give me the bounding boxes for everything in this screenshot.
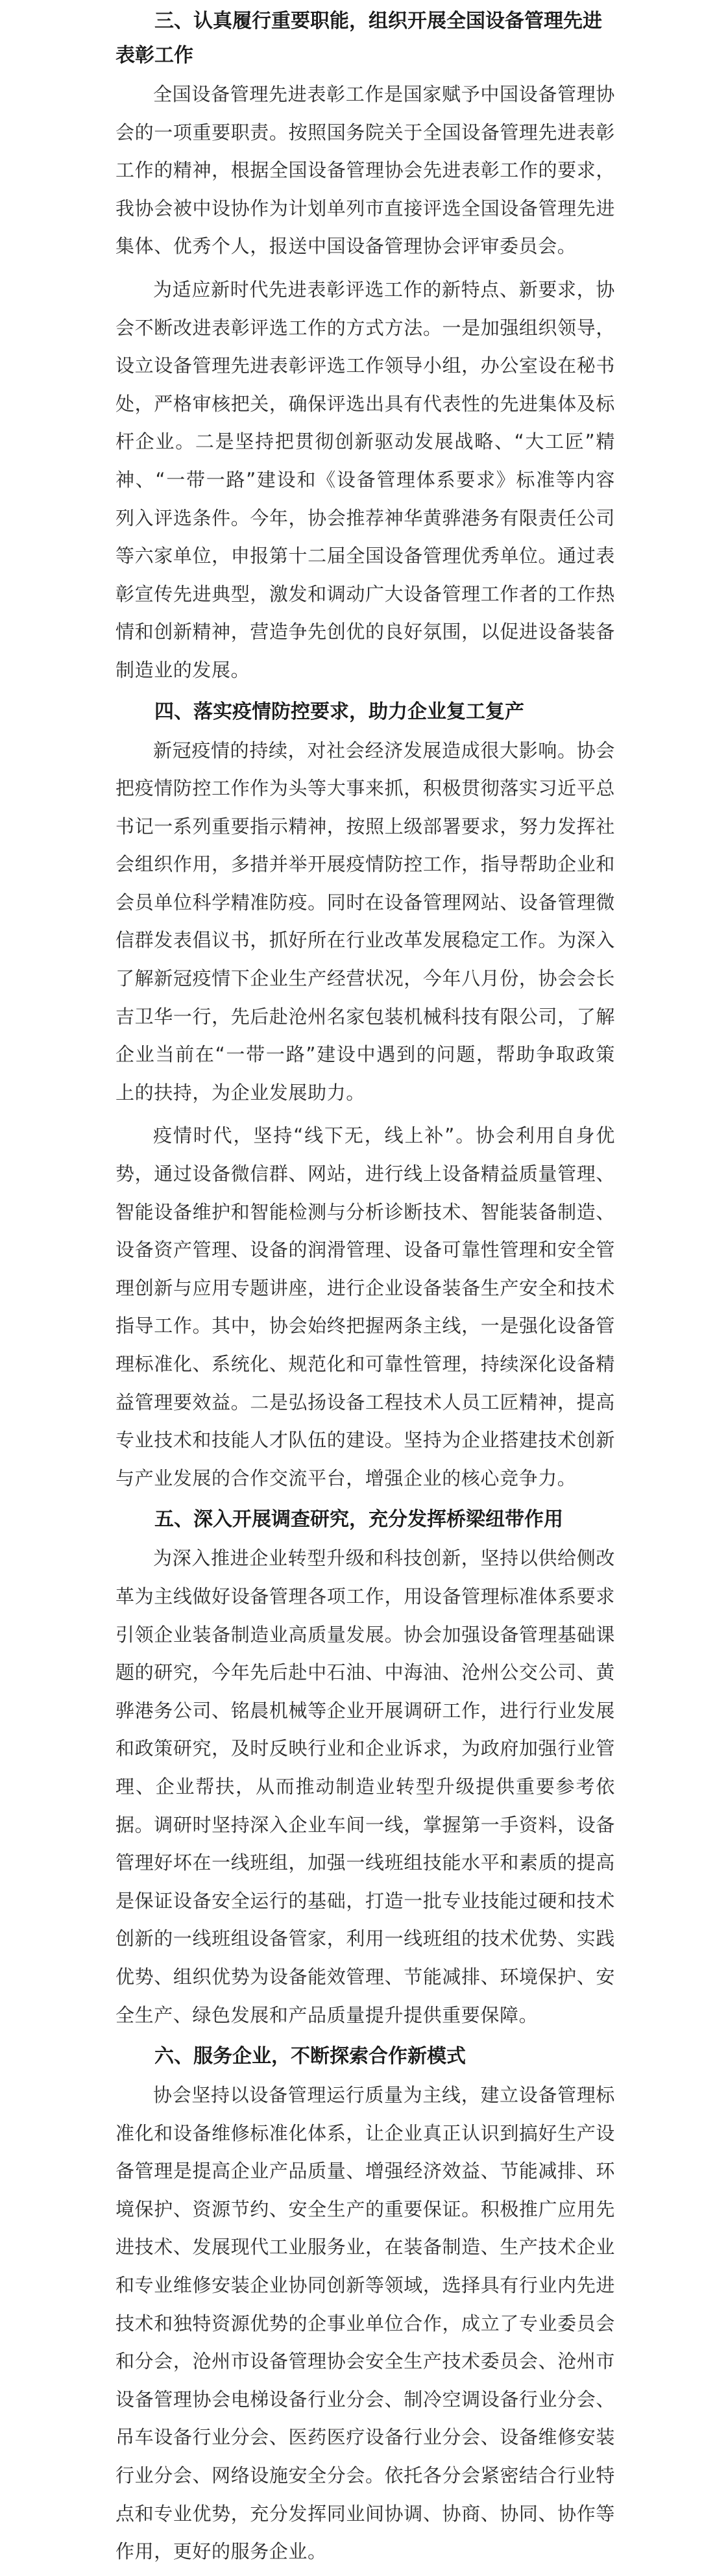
section-heading: 五、深入开展调查研究，充分发挥桥梁纽带作用 (154, 1508, 563, 1531)
section-heading: 四、落实疫情防控要求，助力企业复工复产 (154, 700, 524, 723)
section-paragraph: 疫情时代，坚持“线下无，线上补”。协会利用自身优势，通过设备微信群、网站，进行线上设备精益质量管理、智能设备维护和智能检测与分析诊断技术、智能装备制造、设备资产管理、设备的润滑管理、设备可靠性管理和安全管理创新与应用专题讲座，进行企业设备装备生产安全和技术指导工作。其中，协会始终把握两条主线，一是强化设备管理标准化、系统化、规范化和可靠性管理，持续深化设备精益管理要效益。二是弘扬设备工程技术人员工匠精神，提高专业技术和技能人才队伍的建设。坚持为企业搭建技术创新与产业发展的合作交流平台，增强企业的核心竞争力。 (115, 1124, 615, 1489)
section-heading: 六、服务企业，不断探索合作新模式 (154, 2045, 466, 2068)
section-paragraph: 为深入推进企业转型升级和科技创新，坚持以供给侧改革为主线做好设备管理各项工作，用设备管理标准体系要求引领企业装备制造业高质量发展。协会加强设备管理基础课题的研究，今年先后赴中石油、中海油、沧州公交公司、黄骅港务公司、铭晨机械等企业开展调研工作，进行行业发展和政策研究，及时反映行业和企业诉求，为政府加强行业管理、企业帮扶，从而推动制造业转型升级提供重要参考依据。调研时坚持深入企业车间一线，掌握第一手资料，设备管理好坏在一线班组，加强一线班组技能水平和素质的提高是保证设备安全运行的基础，打造一批专业技能过硬和技术创新的一线班组设备管家，利用一线班组的技术优势、实践优势、组织优势为设备能效管理、节能减排、环境保护、安全生产、绿色发展和产品质量提升提供重要保障。 (115, 1547, 615, 2026)
section-heading: 三、认真履行重要职能，组织开展全国设备管理先进表彰工作 (115, 10, 602, 67)
section-paragraph: 为适应新时代先进表彰评选工作的新特点、新要求，协会不断改进表彰评选工作的方式方法。一是加强组织领导，设立设备管理先进表彰评选工作领导小组，办公室设在秘书处，严格审核把关，确保评选出具有代表性的先进集体及标杆企业。二是坚持把贯彻创新驱动发展战略、“大工匠”精神、“一带一路”建设和《设备管理体系要求》标准等内容列入评选条件。今年，协会推荐神华黄骅港务有限责任公司等六家单位，申报第十二届全国设备管理优秀单位。通过表彰宣传先进典型，激发和调动广大设备管理工作者的工作热情和创新精神，营造争先创优的良好氛围，以促进设备装备制造业的发展。 (115, 278, 615, 681)
section-paragraph: 新冠疫情的持续，对社会经济发展造成很大影响。协会把疫情防控工作作为头等大事来抓，积极贯彻落实习近平总书记一系列重要指示精神，按照上级部署要求，努力发挥社会组织作用，多措并举开展疫情防控工作，指导帮助企业和会员单位科学精准防疫。同时在设备管理网站、设备管理微信群发表倡议书，抓好所在行业改革发展稳定工作。为深入了解新冠疫情下企业生产经营状况，今年八月份，协会会长吉卫华一行，先后赴沧州名家包装机械科技有限公司，了解企业当前在“一带一路”建设中遇到的问题，帮助争取政策上的扶持，为企业发展助力。 (115, 739, 615, 1104)
section-paragraph: 协会坚持以设备管理运行质量为主线，建立设备管理标准化和设备维修标准化体系，让企业真正认识到搞好生产设备管理是提高企业产品质量、增强经济效益、节能减排、环境保护、资源节约、安全生产的重要保证。积极推广应用先进技术、发展现代工业服务业，在装备制造、生产技术企业和专业维修安装企业协同创新等领域，选择具有行业内先进技术和独特资源优势的企事业单位合作，成立了专业委员会和分会，沧州市设备管理协会安全生产技术委员会、沧州市设备管理协会电梯设备行业分会、制冷空调设备行业分会、吊车设备行业分会、医药医疗设备行业分会、设备维修安装行业分会、网络设施安全分会。依托各分会紧密结合行业特点和专业优势，充分发挥同业间协调、协商、协同、协作等作用，更好的服务企业。 (115, 2084, 615, 2563)
section-paragraph: 全国设备管理先进表彰工作是国家赋予中国设备管理协会的一项重要职责。按照国务院关于全国设备管理先进表彰工作的精神，根据全国设备管理协会先进表彰工作的要求，我协会被中设协作为计划单列市直接评选全国设备管理先进集体、优秀个人，报送中国设备管理协会评审委员会。 (115, 83, 615, 258)
article-body (115, 4, 615, 2576)
